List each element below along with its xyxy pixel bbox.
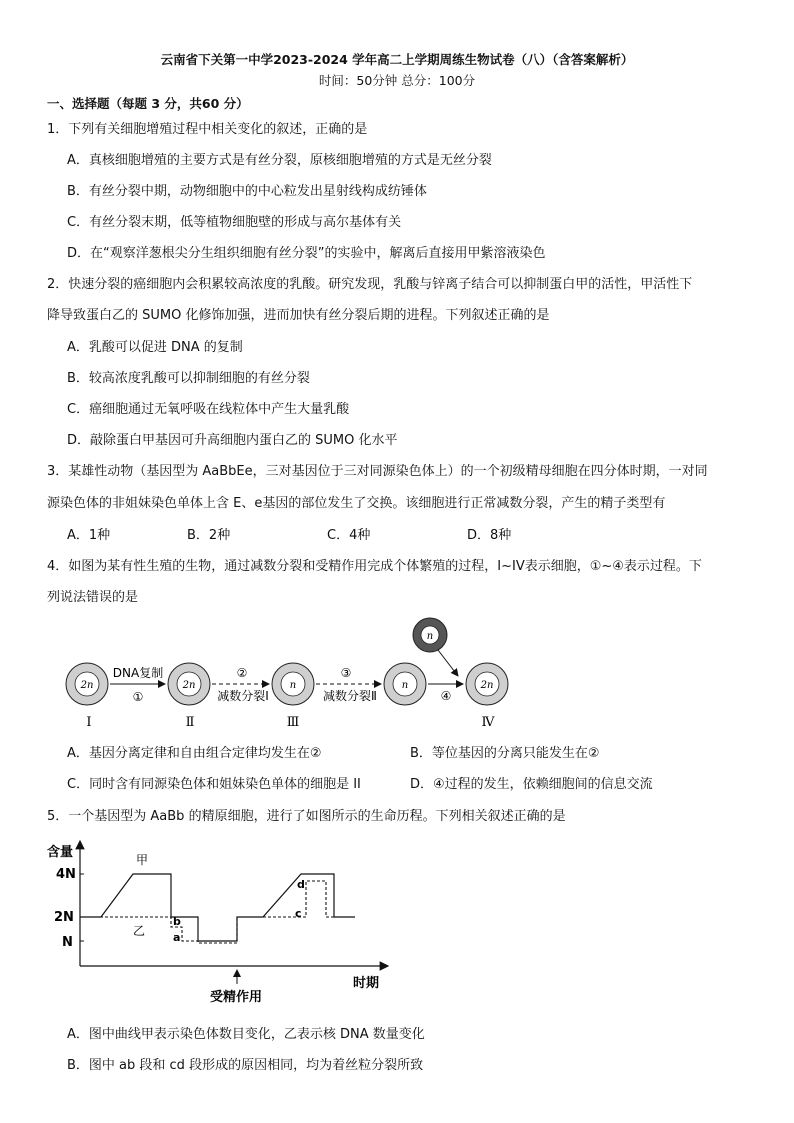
q2-option-c: C．癌细胞通过无氧呼吸在线粒体中产生大量乳酸 [67, 402, 350, 417]
ytick-4N: 4N [56, 867, 76, 882]
y-axis-label: 含量 [47, 845, 74, 860]
q3-option-b: B．2种 [187, 528, 231, 543]
q3-option-a: A．1种 [67, 528, 111, 543]
section-heading: 一、选择题（每题 3 分，共60 分） [47, 96, 249, 111]
curve-jia [80, 874, 355, 941]
gamete-arrow [438, 650, 458, 676]
q5-stem: 5．一个基因型为 AaBb 的精原细胞，进行了如图所示的生命历程。下列相关叙述正确的是 [47, 809, 566, 824]
gamete-label: n [426, 631, 434, 642]
q4-stem-line2: 列说法错误的是 [47, 590, 139, 605]
arrow-3-top: ③ [340, 666, 352, 680]
arrow-1-bottom: ① [132, 690, 144, 704]
cell-gamete-2 [384, 663, 426, 705]
q4-option-a: A．基因分离定律和自由组合定律均发生在② [67, 746, 322, 761]
q3-stem-line2: 源染色体的非姐妹染色单体上含 E、e基因的部位发生了交换。该细胞进行正常减数分裂，产生的精子类型有 [47, 496, 666, 511]
arrow-4-label: ④ [440, 689, 452, 703]
x-axis-label: 时期 [353, 976, 380, 991]
arrow-2-bottom: 减数分裂Ⅰ [217, 689, 269, 703]
q2-option-d: D．敲除蛋白甲基因可升高细胞内蛋白乙的 SUMO 化水平 [67, 433, 398, 448]
roman-II: Ⅱ [185, 715, 195, 730]
q3-option-d: D．8种 [467, 528, 512, 543]
q3-option-c: C．4种 [327, 528, 371, 543]
roman-III: Ⅲ [286, 715, 300, 730]
q1-stem: 1．下列有关细胞增殖过程中相关变化的叙述，正确的是 [47, 122, 368, 137]
cell-IV [466, 663, 508, 705]
cell-III-label: n [289, 680, 297, 691]
q5-option-a: A．图中曲线甲表示染色体数目变化，乙表示核 DNA 数量变化 [67, 1027, 425, 1042]
label-jia: 甲 [136, 853, 149, 867]
q3-stem-line1: 3．某雄性动物（基因型为 AaBbEe，三对基因位于三对同源染色体上）的一个初级精母细胞在四分体时期，一对同 [47, 464, 708, 479]
cell-gamete-2-label: n [401, 680, 409, 691]
cell-II [168, 663, 210, 705]
arrow-3-bottom: 减数分裂Ⅱ [323, 689, 377, 703]
q4-option-b: B．等位基因的分离只能发生在② [410, 746, 600, 761]
arrow-1-top: DNA复制 [112, 666, 164, 680]
ytick-2N: 2N [54, 910, 74, 925]
cell-I-label: 2n [80, 680, 94, 691]
chromosome-dna-graph [0, 830, 794, 1015]
label-a: a [173, 931, 181, 944]
cell-III [272, 663, 314, 705]
q2-stem-line1: 2．快速分裂的癌细胞内会积累较高浓度的乳酸。研究发现，乳酸与锌离子结合可以抑制蛋白甲的活性，甲活性下 [47, 277, 693, 292]
label-yi: 乙 [133, 924, 146, 938]
reproduction-process-diagram [0, 605, 794, 740]
q4-option-c: C．同时含有同源染色体和姐妹染色单体的细胞是 II [67, 777, 361, 792]
label-c: c [295, 907, 302, 920]
q1-option-a: A．真核细胞增殖的主要方式是有丝分裂，原核细胞增殖的方式是无丝分裂 [67, 153, 492, 168]
arrow-2-top: ② [236, 666, 248, 680]
exam-info: 时间：50分钟 总分：100分 [318, 73, 476, 88]
ytick-N: N [62, 935, 73, 950]
cell-II-label: 2n [182, 680, 196, 691]
q1-option-b: B．有丝分裂中期，动物细胞中的中心粒发出星射线构成纺锤体 [67, 184, 427, 199]
q2-option-b: B．较高浓度乳酸可以抑制细胞的有丝分裂 [67, 371, 310, 386]
cell-IV-label: 2n [480, 680, 494, 691]
q5-option-b: B．图中 ab 段和 cd 段形成的原因相同，均为着丝粒分裂所致 [67, 1058, 424, 1073]
page-title: 云南省下关第一中学2023-2024 学年高二上学期周练生物试卷（八）（含答案解析） [160, 52, 634, 67]
q1-option-d: D．在“观察洋葱根尖分生组织细胞有丝分裂”的实验中，解离后直接用甲紫溶液染色 [67, 246, 546, 261]
q4-stem-line1: 4．如图为某有性生殖的生物，通过减数分裂和受精作用完成个体繁殖的过程，I~IV表示细胞，①~④表示过程。下 [47, 559, 702, 574]
roman-IV: Ⅳ [481, 715, 495, 730]
label-d: d [297, 878, 305, 891]
q1-option-c: C．有丝分裂末期，低等植物细胞壁的形成与高尔基体有关 [67, 215, 402, 230]
fertilization-label: 受精作用 [209, 990, 263, 1005]
gamete-cell [413, 618, 447, 652]
q2-option-a: A．乳酸可以促进 DNA 的复制 [67, 340, 243, 355]
q2-stem-line2: 降导致蛋白乙的 SUMO 化修饰加强，进而加快有丝分裂后期的进程。下列叙述正确的是 [47, 308, 550, 323]
cell-I [66, 663, 108, 705]
q4-option-d: D．④过程的发生，依赖细胞间的信息交流 [410, 777, 653, 792]
label-b: b [173, 915, 181, 928]
roman-I: Ⅰ [86, 715, 92, 730]
